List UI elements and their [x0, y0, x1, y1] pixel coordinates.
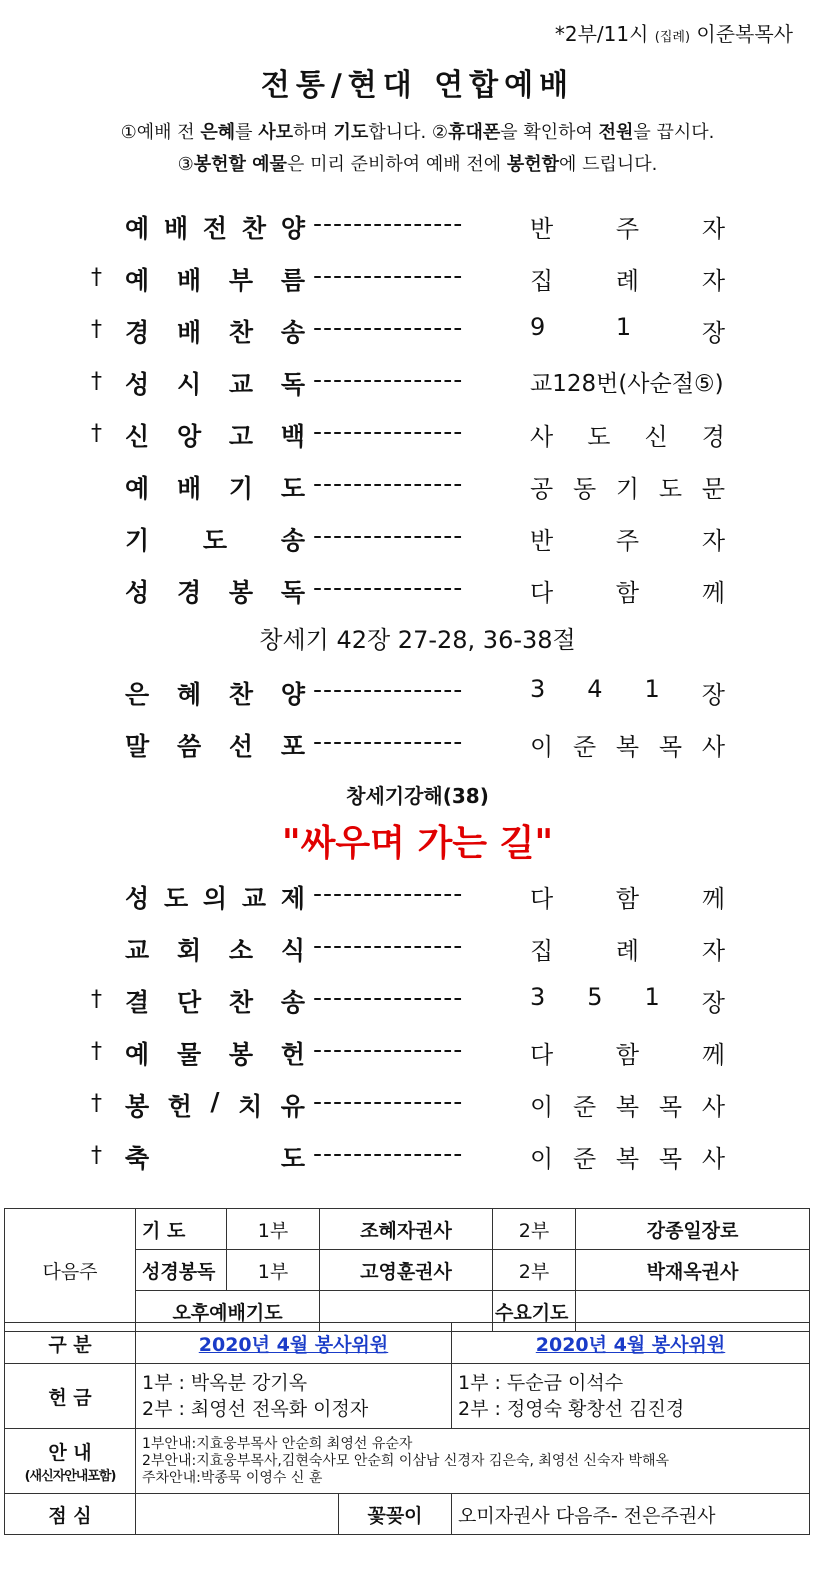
dash-leader: --------------- — [313, 1035, 464, 1064]
committee-header-2: 2020년 4월 봉사위원 — [452, 1323, 810, 1364]
order-item-name: 성 시 교 독 — [125, 370, 305, 399]
guide-label: 안 내 (새신자안내포함) — [5, 1429, 136, 1494]
notice-text: 봉헌함 — [506, 154, 560, 175]
order-item-name: 기 도 송 — [125, 526, 305, 555]
scripture-reference: 창세기 42장 27-28, 36-38절 — [259, 626, 576, 654]
order-item-leader: 공 동 기 도 문 — [530, 475, 725, 503]
sermon-series: 창세기강해(38) — [346, 784, 489, 808]
order-item-leader: 이 준 복 목 사 — [530, 1093, 725, 1121]
order-item-leader: 9 1 장 — [530, 313, 725, 347]
reading-part2: 박재옥권사 — [576, 1250, 810, 1291]
notice-text: 을 확인하여 — [500, 122, 599, 143]
notice-text: ①예배 전 — [120, 122, 201, 143]
standing-mark: † — [91, 1039, 102, 1064]
flower-label: 꽃꽂이 — [339, 1494, 452, 1535]
order-row — [0, 257, 835, 301]
prayer-part1: 조혜자권사 — [320, 1209, 493, 1250]
order-item-name: 신 앙 고 백 — [125, 422, 305, 451]
order-item-leader: 다 함 께 — [530, 1041, 725, 1069]
reading-label: 성경봉독 — [136, 1250, 227, 1291]
notice-text: 을 끕시다. — [633, 122, 715, 143]
notice-text: 은혜 — [200, 122, 236, 143]
order-item-name: 예 배 전 찬 양 — [125, 214, 305, 243]
dash-leader: --------------- — [313, 931, 464, 960]
order-row — [0, 875, 835, 919]
order-item-name: 예 물 봉 헌 — [125, 1040, 305, 1069]
order-item-name: 축 도 — [125, 1144, 305, 1173]
order-row — [0, 723, 835, 767]
standing-mark: † — [91, 265, 102, 290]
wednesday-prayer-label: 수요기도 — [493, 1291, 576, 1332]
order-item-leader: 3 5 1 장 — [530, 983, 725, 1017]
order-item-leader: 반 주 자 — [530, 527, 725, 555]
order-row — [0, 309, 835, 353]
part1-label: 1부 — [227, 1250, 320, 1291]
order-row — [0, 927, 835, 971]
order-row — [0, 1031, 835, 1075]
afternoon-prayer-label: 오후예배기도 — [136, 1291, 320, 1332]
notice-text: 사모 — [258, 122, 294, 143]
committee-header-1: 2020년 4월 봉사위원 — [136, 1323, 452, 1364]
committee-table — [4, 1322, 810, 1535]
part2-label: 2부 — [493, 1209, 576, 1250]
dash-leader: --------------- — [313, 521, 464, 550]
order-item-name: 은 혜 찬 양 — [125, 680, 305, 709]
notice-line-1 — [0, 118, 835, 144]
notice-text: 에 드립니다. — [559, 154, 658, 175]
order-item-name: 예 배 기 도 — [125, 474, 305, 503]
order-item-name: 말 씀 선 포 — [125, 732, 305, 761]
order-row — [0, 517, 835, 561]
notice-text: 봉헌할 예물 — [193, 154, 287, 175]
standing-mark: † — [91, 1091, 102, 1116]
dash-leader: --------------- — [313, 573, 464, 602]
notice-text: 휴대폰 — [448, 122, 501, 143]
notice-text: ③ — [177, 154, 194, 175]
standing-mark: † — [91, 1143, 102, 1168]
order-row — [0, 979, 835, 1023]
order-item-name: 경 배 찬 송 — [125, 318, 305, 347]
dash-leader: --------------- — [313, 313, 464, 342]
flower-value: 오미자권사 다음주- 전은주권사 — [452, 1494, 810, 1535]
offering-group-1: 1부 : 박옥분 강기옥 2부 : 최영선 전옥화 이정자 — [136, 1364, 452, 1429]
standing-mark: † — [91, 987, 102, 1012]
order-row — [0, 205, 835, 249]
order-item-leader: 사 도 신 경 — [530, 423, 725, 451]
service-time: *2부/11시 — [554, 22, 649, 46]
order-item-name: 결 단 찬 송 — [125, 988, 305, 1017]
order-item-name: 봉 헌 / 치 유 — [125, 1087, 305, 1121]
dash-leader: --------------- — [313, 1139, 464, 1168]
order-item-leader: 다 함 께 — [530, 885, 725, 913]
sermon-title: "싸우며 가는 길" — [281, 822, 554, 864]
dash-leader: --------------- — [313, 1087, 464, 1116]
dash-leader: --------------- — [313, 983, 464, 1012]
notice-text: 기도 — [333, 122, 369, 143]
order-item-leader: 반 주 자 — [530, 215, 725, 243]
notice-text: 전원 — [598, 122, 634, 143]
order-row — [0, 1135, 835, 1179]
order-item-leader: 이 준 복 목 사 — [530, 733, 725, 761]
part1-label: 1부 — [227, 1209, 320, 1250]
dash-leader: --------------- — [313, 417, 464, 446]
order-item-leader: 3 4 1 장 — [530, 675, 725, 709]
notice-text: 하며 — [293, 122, 334, 143]
standing-mark: † — [91, 369, 102, 394]
dash-leader: --------------- — [313, 469, 464, 498]
offering-label: 헌 금 — [5, 1364, 136, 1429]
order-item-name: 성 도 의 교 제 — [125, 884, 305, 913]
part2-label: 2부 — [493, 1250, 576, 1291]
order-row — [0, 1083, 835, 1127]
standing-mark: † — [91, 317, 102, 342]
order-item-name: 예 배 부 름 — [125, 266, 305, 295]
lunch-label: 점 심 — [5, 1494, 136, 1535]
order-row — [0, 361, 835, 405]
dash-leader: --------------- — [313, 261, 464, 290]
notice-line-2 — [0, 150, 835, 176]
category-label: 구 분 — [5, 1323, 136, 1364]
notice-text: 를 — [235, 122, 259, 143]
notice-text: 합니다. ② — [368, 122, 449, 143]
prayer-label: 기 도 — [136, 1209, 227, 1250]
next-week-label: 다음주 — [5, 1209, 136, 1332]
notice-text: 은 미리 준비하여 예배 전에 — [286, 154, 507, 175]
order-item-leader: 집 례 자 — [530, 937, 725, 965]
officiant-name: 이준복목사 — [696, 22, 793, 46]
order-item-leader: 교128번(사순절⑤) — [530, 371, 724, 397]
service-info — [555, 18, 793, 47]
dash-leader: --------------- — [313, 675, 464, 704]
next-week-table — [4, 1208, 810, 1332]
dash-leader: --------------- — [313, 365, 464, 394]
dash-leader: --------------- — [313, 727, 464, 756]
order-item-name: 교 회 소 식 — [125, 936, 305, 965]
lunch-value — [136, 1494, 339, 1535]
order-item-leader: 집 례 자 — [530, 267, 725, 295]
order-item-name: 성 경 봉 독 — [125, 578, 305, 607]
order-row — [0, 465, 835, 509]
offering-group-2: 1부 : 두순금 이석수 2부 : 정영숙 황창선 김진경 — [452, 1364, 810, 1429]
page-title: 전통/현대 연합예배 — [260, 68, 575, 103]
standing-mark: † — [91, 421, 102, 446]
reading-part1: 고영훈권사 — [320, 1250, 493, 1291]
dash-leader: --------------- — [313, 879, 464, 908]
officiant-label: (집례) — [654, 30, 691, 45]
order-item-leader: 이 준 복 목 사 — [530, 1145, 725, 1173]
prayer-part2: 강종일장로 — [576, 1209, 810, 1250]
dash-leader: --------------- — [313, 209, 464, 238]
order-item-leader: 다 함 께 — [530, 579, 725, 607]
guide-list: 1부안내:지효웅부목사 안순희 최영선 유순자 2부안내:지효웅부목사,김현숙사모 안순희 이삼남 신경자 김은숙, 최영선 신숙자 박해옥 주차안내:박종묵 이영수 신 훈 — [136, 1429, 810, 1494]
order-row — [0, 671, 835, 715]
order-row — [0, 569, 835, 613]
order-row — [0, 413, 835, 457]
